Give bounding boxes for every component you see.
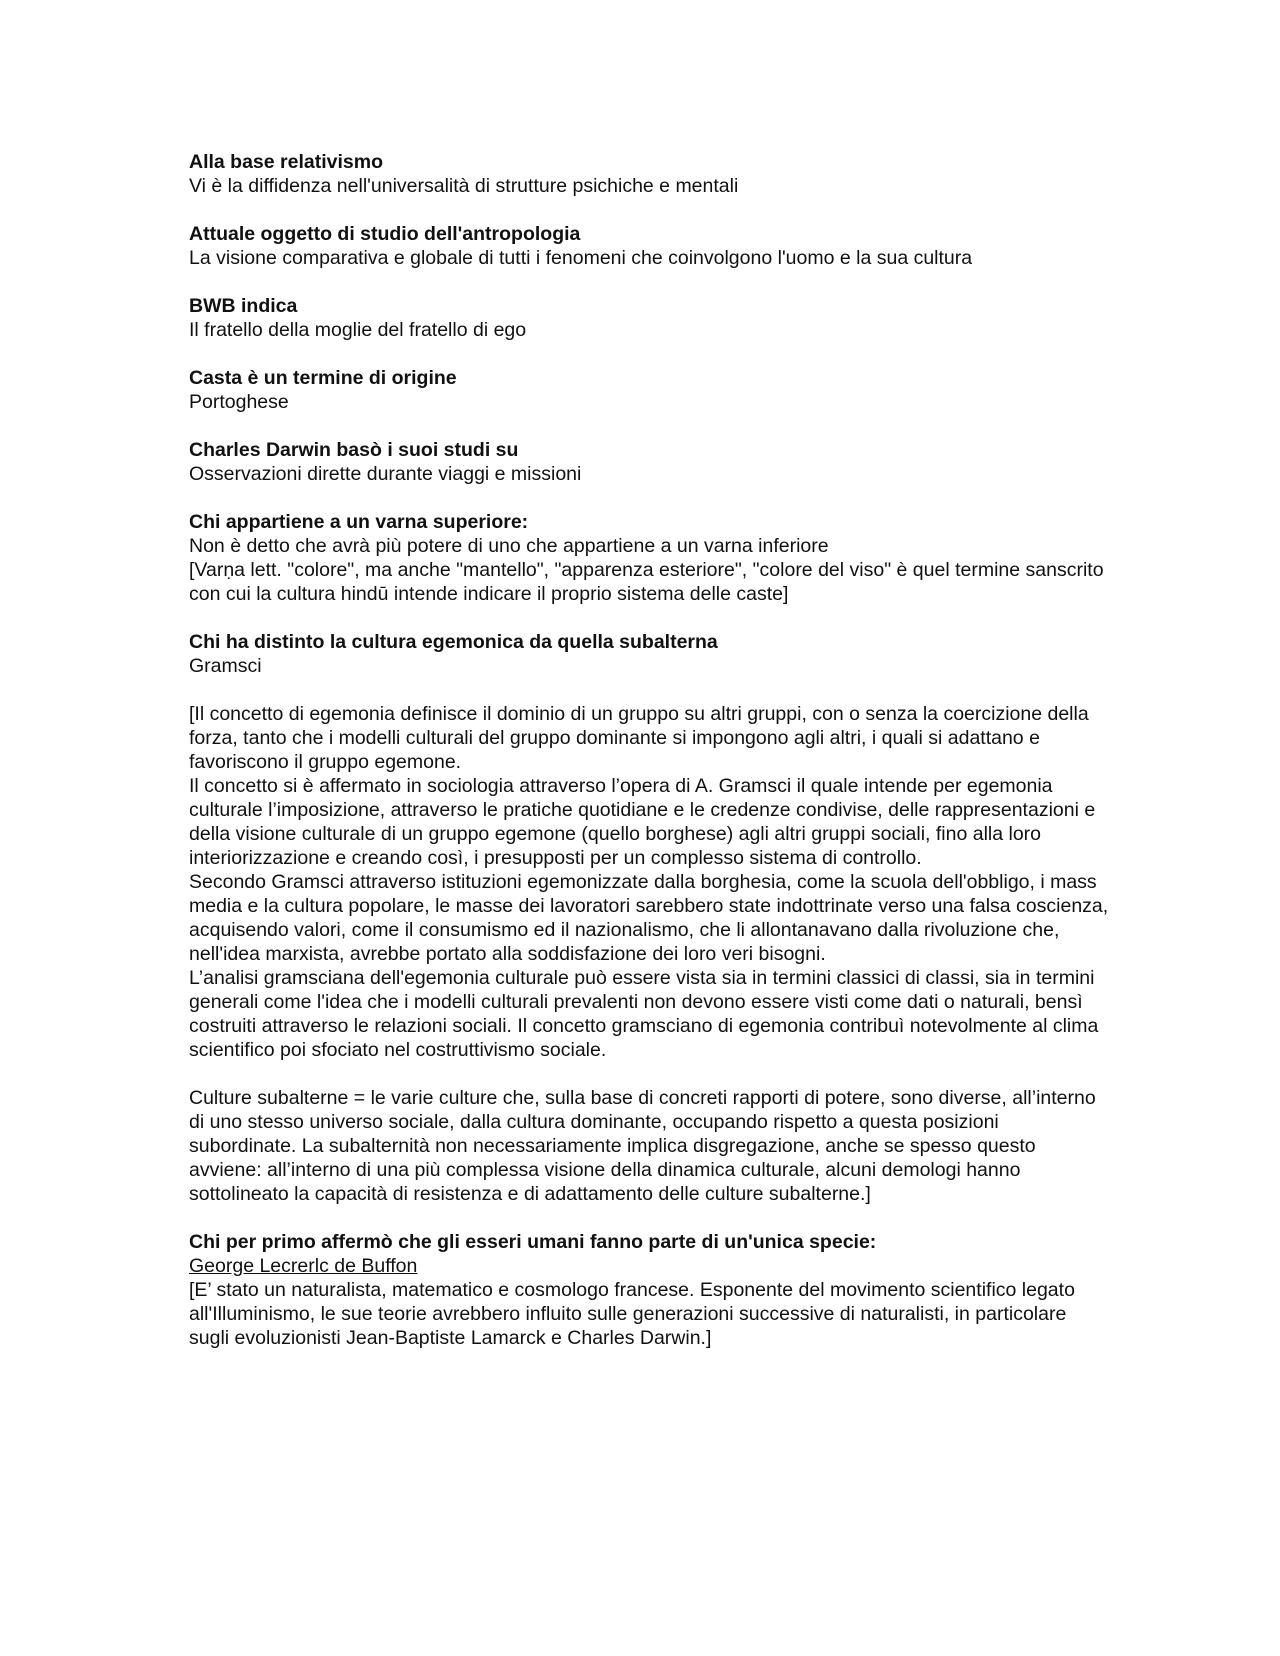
- answer: La visione comparativa e globale di tutti i fenomeni che coinvolgono l'uomo e la sua cultura: [189, 247, 973, 269]
- question: Charles Darwin basò i suoi studi su: [189, 439, 519, 461]
- answer: Gramsci: [189, 655, 262, 677]
- note-paragraph: Il concetto si è affermato in sociologia attraverso l’opera di A. Gramsci il quale intende per egemonia culturale l’imposizione, attraverso le pratiche quotidiane e le credenze condivise, delle rappresentazioni e della visione culturale di un gruppo egemone (quello borghese) agli altri gruppi sociali, fino alla loro interiorizzazione e creando così, i presupposti per un complesso sistema di controllo.: [189, 775, 1096, 869]
- subaltern-paragraph: Culture subalterne = le varie culture che, sulla base di concreti rapporti di potere, sono diverse, all’interno di uno stesso universo sociale, dalla cultura dominante, occupando rispetto a questa posizioni subordinate. La subalternità non necessariamente implica disgregazione, anche se spesso questo avviene: all’interno di una più complessa visione della dinamica culturale, alcuni demologi hanno sottolineato la capacità di resistenza e di adattamento delle culture subalterne.]: [189, 1087, 1096, 1205]
- answer-note: [Varṇa lett. "colore", ma anche "mantello", "apparenza esteriore", "colore del viso" è quel termine sanscrito con cui la cultura hindū intende indicare il proprio sistema delle caste]: [189, 559, 1104, 605]
- answer: Non è detto che avrà più potere di uno che appartiene a un varna inferiore: [189, 535, 829, 557]
- qa-entry: [189, 222, 1109, 270]
- question: Attuale oggetto di studio dell'antropologia: [189, 223, 581, 245]
- answer: Il fratello della moglie del fratello di ego: [189, 319, 527, 341]
- question: Chi appartiene a un varna superiore:: [189, 511, 529, 533]
- qa-entry: [189, 630, 1109, 1206]
- answer-note: [E’ stato un naturalista, matematico e cosmologo francese. Esponente del movimento scientifico legato all'Illuminismo, le sue teorie avrebbero influito sulle generazioni successive di naturalisti, in particolare sugli evoluzionisti Jean-Baptiste Lamarck e Charles Darwin.]: [189, 1279, 1075, 1349]
- note-paragraph: L’analisi gramsciana dell'egemonia culturale può essere vista sia in termini classici di classi, sia in termini generali come l'idea che i modelli culturali prevalenti non devono essere visti come dati o naturali, bensì costruiti attraverso le relazioni sociali. Il concetto gramsciano di egemonia contribuì notevolmente al clima scientifico poi sfociato nel costruttivismo sociale.: [189, 967, 1099, 1061]
- answer: Portoghese: [189, 391, 289, 413]
- qa-entry: [189, 366, 1109, 414]
- qa-entry: [189, 150, 1109, 198]
- question: Alla base relativismo: [189, 151, 384, 173]
- question: Chi per primo affermò che gli esseri umani fanno parte di un'unica specie:: [189, 1231, 877, 1253]
- spacer: [189, 1062, 1109, 1086]
- note-paragraph: [Il concetto di egemonia definisce il dominio di un gruppo su altri gruppi, con o senza la coercizione della forza, tanto che i modelli culturali del gruppo dominante si impongono agli altri, i quali si adattano e favoriscono il gruppo egemone.: [189, 703, 1089, 773]
- qa-entry: [189, 294, 1109, 342]
- question: BWB indica: [189, 295, 298, 317]
- spacer: [189, 678, 1109, 702]
- qa-entry: [189, 510, 1109, 606]
- answer: Vi è la diffidenza nell'universalità di strutture psichiche e mentali: [189, 175, 739, 197]
- document-page: [189, 150, 1109, 1374]
- qa-entry: [189, 438, 1109, 486]
- qa-entry: [189, 1230, 1109, 1350]
- answer: Osservazioni dirette durante viaggi e missioni: [189, 463, 582, 485]
- question: Chi ha distinto la cultura egemonica da quella subalterna: [189, 631, 718, 653]
- note-paragraph: Secondo Gramsci attraverso istituzioni egemonizzate dalla borghesia, come la scuola dell'obbligo, i mass media e la cultura popolare, le masse dei lavoratori sarebbero state indottrinate verso una falsa coscienza, acquisendo valori, come il consumismo ed il nazionalismo, che li allontanavano dalla rivoluzione che, nell'idea marxista, avrebbe portato alla soddisfazione dei loro veri bisogni.: [189, 871, 1109, 965]
- question: Casta è un termine di origine: [189, 367, 457, 389]
- answer-link[interactable]: George Lecrerlc de Buffon: [189, 1255, 418, 1277]
